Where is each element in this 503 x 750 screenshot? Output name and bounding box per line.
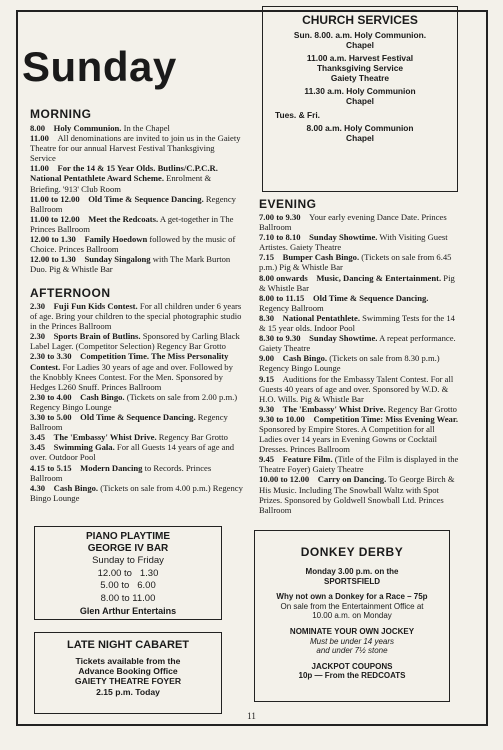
event-time: 9.45 [259, 454, 275, 465]
afternoon-event [30, 483, 244, 503]
event-title: Music, Dancing & Entertainment. [316, 272, 442, 283]
event-title: Old Time & Sequence Dancing. [312, 292, 429, 303]
event-title: Sunday Showtime. [309, 232, 378, 243]
event-time: 2.30 to 3.30 [30, 351, 72, 362]
event-title: Family Hoedown [84, 234, 148, 245]
church-line: Gaiety Theatre [330, 73, 390, 83]
cabaret-line: Tickets available from the [75, 656, 181, 666]
event-time: 8.00 onwards [259, 272, 308, 283]
event-details: Regency Ballroom [259, 302, 324, 313]
event-details: (Tickets on sale from 8.30 p.m.) Regency Bingo Lounge [259, 353, 440, 374]
evening-event [259, 454, 459, 474]
donkey-line: Why not own a Donkey for a Race – 75p [276, 592, 428, 602]
event-time: 12.00 to 1.30 [30, 234, 76, 245]
event-time: 7.00 to 9.30 [259, 212, 301, 222]
event-time: 4.15 to 5.15 [30, 462, 72, 473]
event-time: 12.00 to 1.30 [30, 254, 76, 265]
event-title: Competition Time: Miss Evening Wear. [313, 413, 459, 424]
donkey-line: SPORTSFIELD [323, 576, 380, 586]
afternoon-event [30, 463, 244, 483]
late-night-cabaret-box [34, 632, 222, 714]
event-title: Old Time & Sequence Dancing. [80, 412, 196, 423]
donkey-line: On sale from the Entertainment Office at [280, 601, 424, 611]
event-time: 7.15 [259, 252, 275, 263]
morning-event [30, 133, 242, 163]
event-details: Regency Bar Grotto [156, 432, 228, 443]
evening-heading: EVENING [259, 197, 317, 211]
event-time: 3.45 [30, 432, 46, 443]
donkey-line: Monday 3.00 p.m. on the [305, 567, 399, 576]
event-title: National Pentathlete. [282, 312, 360, 323]
event-title: Old Time & Sequence Dancing. [88, 193, 204, 204]
event-time: 11.00 to 12.00 [30, 193, 80, 204]
event-title: Bumper Cash Bingo. [282, 252, 360, 263]
event-time: 11.00 [30, 133, 49, 144]
event-title: Sunday Singalong [84, 254, 151, 265]
morning-event [30, 254, 242, 274]
afternoon-event [30, 301, 244, 331]
event-title: Swimming Gala. [53, 442, 115, 453]
event-time: 2.30 to 4.00 [30, 391, 72, 402]
event-details: To George Birch & His Music. Including The Snowball Waltz with Spot Prizes. Sponsored by Goldwell Snowball Ltd. Princes Ballroom [259, 474, 455, 515]
donkey-line: 10p — From the REDCOATS [298, 671, 406, 681]
event-time: 8.00 to 11.15 [259, 292, 305, 303]
donkey-line: and under 7½ stone [316, 646, 388, 656]
event-time: 7.10 to 8.10 [259, 232, 301, 243]
event-details: A repeat performance. Gaiety Theatre [259, 333, 456, 354]
event-details: (Tickets on sale from 2.00 p.m.) Regency Bingo Lounge [30, 391, 238, 412]
event-time: 3.30 to 5.00 [30, 412, 72, 423]
event-title: The 'Embassy' Whist Drive. [282, 403, 386, 414]
piano-act: Glen Arthur Entertains [79, 606, 177, 616]
church-line: 11.00 a.m. Harvest Festival [306, 53, 414, 63]
donkey-derby-box [254, 530, 450, 702]
event-details: With Visiting Guest Artistes. Gaiety Theatre [259, 232, 448, 253]
afternoon-event [30, 412, 244, 432]
event-time: 11.00 [30, 163, 49, 174]
event-details: to Records. Princes Ballroom [30, 462, 212, 483]
evening-event [259, 252, 459, 272]
event-details: Regency Ballroom [30, 193, 236, 214]
event-details: Enrolment & Briefing. '913' Club Room [30, 173, 212, 194]
event-title: Feature Film. [282, 454, 333, 465]
morning-event [30, 234, 242, 254]
morning-list [30, 123, 242, 274]
evening-event [259, 293, 459, 313]
piano-time: 12.00 to 1.30 [97, 567, 159, 579]
event-details: (Tickets on sale from 6.45 p.m.) Pig & Whistle Bar [259, 252, 452, 273]
cabaret-line: GAIETY THEATRE FOYER [74, 676, 182, 687]
morning-heading: MORNING [30, 107, 92, 121]
church-line: Chapel [346, 96, 374, 106]
event-title: Competition Time. The Miss Personality Contest. [30, 351, 229, 372]
event-details: All denominations are invited to join us in the Gaiety Theatre for our annual Harvest Festival Thanksgiving Service [30, 133, 241, 164]
event-details: (Title of the Film is displayed in the Theatre Foyer) Gaiety Theatre [259, 454, 459, 475]
event-time: 9.00 [259, 353, 275, 364]
church-line: Chapel [346, 40, 374, 50]
event-details: Your early evening Dance Date. Princes Ballroom [259, 212, 447, 233]
morning-event [30, 123, 242, 133]
evening-event [259, 474, 459, 514]
morning-event [30, 163, 242, 193]
event-details: followed by the music of Choice. Princes Ballroom [30, 234, 236, 255]
event-time: 10.00 to 12.00 [259, 474, 310, 485]
event-title: For the 14 & 15 Year Olds. Butlins/C.P.C.R. National Pentathlete Award Scheme. [30, 163, 218, 184]
event-time: 11.00 to 12.00 [30, 213, 80, 224]
event-details: In the Chapel [121, 123, 170, 133]
event-title: Fuji Fun Kids Contest. [53, 301, 138, 311]
morning-event [30, 194, 242, 214]
evening-event [259, 313, 459, 333]
event-details: Regency Bar Grotto [385, 403, 457, 414]
evening-event [259, 273, 459, 293]
church-services-box [262, 6, 458, 192]
event-details: A get-together in The Princes Ballroom [30, 213, 234, 234]
event-title: Meet the Redcoats. [88, 213, 159, 224]
event-time: 9.15 [259, 373, 275, 384]
event-details: with The Mark Burton Duo. Pig & Whistle Bar [30, 254, 231, 275]
event-title: Holy Communion. [53, 123, 122, 133]
evening-event [259, 414, 459, 454]
evening-event [259, 353, 459, 373]
afternoon-event [30, 351, 244, 391]
event-details: Auditions for the Embassy Talent Contest. For all Guests 40 years of age and over. Sponsored by W.D. & H.O. Wills. Pig & Whistle Bar [259, 373, 454, 404]
church-line: Thanksgiving Service [316, 63, 404, 73]
afternoon-list [30, 301, 244, 503]
evening-event [259, 212, 459, 232]
evening-event [259, 232, 459, 252]
cabaret-line: 2.15 p.m. Today [96, 686, 160, 697]
event-title: Cash Bingo. [80, 391, 125, 402]
church-line: Tues. & Fri. [275, 110, 320, 120]
church-heading: CHURCH SERVICES [302, 13, 418, 27]
event-details: Sponsored by Carling Black Label Lager. (Competitor Selection) Regency Bar Grotto [30, 331, 240, 352]
event-title: The 'Embassy' Whist Drive. [53, 432, 157, 443]
afternoon-event [30, 392, 244, 412]
event-details: For all Guests 14 years of age and over. Outdoor Pool [30, 442, 235, 463]
piano-time: 5.00 to 6.00 [100, 580, 156, 591]
evening-event [259, 374, 459, 404]
donkey-heading: DONKEY DERBY [300, 545, 404, 559]
event-details: Regency Ballroom [30, 412, 228, 433]
event-title: Modern Dancing [80, 462, 143, 473]
event-title: Cash Bingo. [53, 482, 99, 493]
event-details: (Tickets on sale from 4.00 p.m.) Regency Bingo Lounge [30, 482, 243, 503]
evening-event [259, 333, 459, 353]
event-time: 9.30 to 10.00 [259, 413, 305, 424]
cabaret-heading: LATE NIGHT CABARET [66, 639, 189, 651]
event-time: 8.30 to 9.30 [259, 333, 301, 344]
evening-event [259, 404, 459, 414]
piano-heading: PIANO PLAYTIME [85, 531, 171, 542]
event-details: Swimming Tests for the 14 & 15 year olds. Indoor Pool [259, 312, 455, 334]
afternoon-event [30, 442, 244, 462]
donkey-line: JACKPOT COUPONS [311, 661, 393, 671]
event-title: Cash Bingo. [282, 353, 328, 364]
event-details: Pig & Whistle Bar [259, 272, 455, 293]
evening-list [259, 212, 459, 515]
event-time: 2.30 [30, 301, 46, 311]
donkey-line: 10.00 a.m. on Monday [312, 611, 392, 621]
event-details: For all children under 6 years of age. Bring your children to the special photographic studio in the Princes Ballroom [30, 301, 242, 332]
morning-event [30, 214, 242, 234]
event-title: Sunday Showtime. [309, 333, 378, 344]
church-line: Sun. 8.00. a.m. Holy Communion. [293, 30, 427, 40]
cabaret-line: Advance Booking Office [78, 666, 178, 677]
church-line: 8.00 a.m. Holy Communion [306, 123, 414, 133]
event-time: 9.30 [259, 403, 275, 414]
donkey-line: NOMINATE YOUR OWN JOCKEY [289, 626, 415, 636]
event-title: Sports Brain of Butlins. [53, 331, 141, 342]
piano-days: Sunday to Friday [92, 555, 164, 566]
piano-playtime-box [34, 526, 222, 620]
page-number: 11 [247, 711, 256, 721]
event-time: 2.30 [30, 331, 46, 342]
event-time: 4.30 [30, 482, 46, 493]
event-time: 8.30 [259, 312, 275, 323]
piano-venue: GEORGE IV BAR [87, 543, 169, 554]
church-line: 11.30 a.m. Holy Communion [304, 86, 416, 96]
event-title: Carry on Dancing. [317, 474, 387, 485]
piano-time: 8.00 to 11.00 [100, 592, 156, 604]
event-time: 8.00 [30, 123, 46, 133]
afternoon-event [30, 432, 244, 442]
event-time: 3.45 [30, 442, 46, 453]
afternoon-heading: AFTERNOON [30, 286, 111, 300]
page-title: Sunday [22, 43, 177, 90]
church-line: Chapel [346, 133, 374, 143]
event-details: For Ladies 30 years of age and over. Followed by the Knobbly Knees Contest. For the Men. Sponsored by Hedges L260 Snuff. Princes Ballroom [30, 361, 233, 392]
afternoon-event [30, 331, 244, 351]
donkey-line: Must be under 14 years [309, 636, 395, 646]
event-details: Sponsored by Empire Stores. A Competition for all Ladies over 14 years in Evening Gowns or Cocktail Dresses. Princes Ballroom [259, 423, 438, 455]
